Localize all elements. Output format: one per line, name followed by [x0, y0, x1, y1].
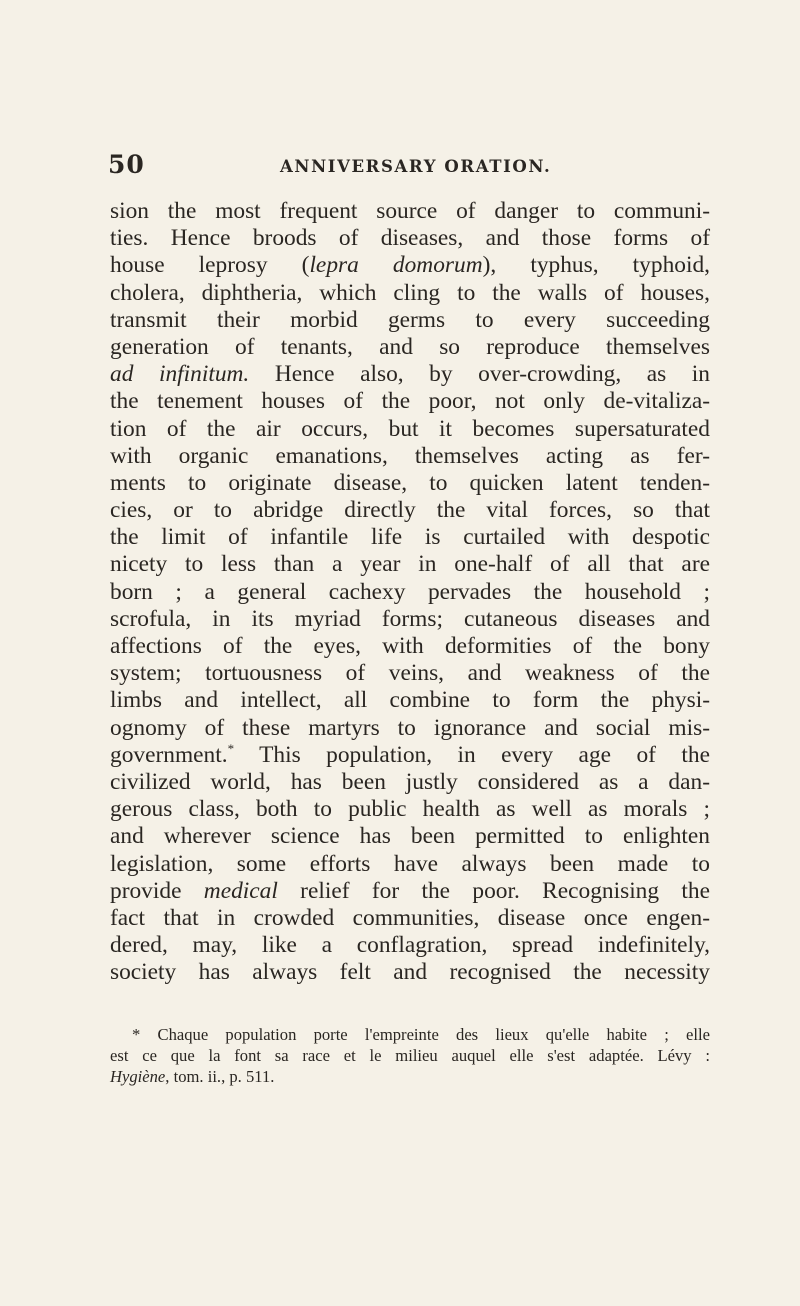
- text-run: cholera, diphtheria, which cling to the walls of houses,: [110, 279, 710, 306]
- text-run: fact that in crowded communities, disease once engen-: [110, 904, 710, 931]
- text-run: transmit their morbid germs to every succeeding: [110, 306, 710, 333]
- footnote-line: [110, 1045, 710, 1066]
- text-run: born ; a general cachexy pervades the household ;: [110, 578, 710, 605]
- text-line: [110, 579, 710, 606]
- text-line: [110, 497, 710, 524]
- footnote-text: * Chaque population porte l'empreinte des lieux qu'elle habite ; elle: [132, 1025, 710, 1044]
- text-line: [110, 307, 710, 334]
- text-line: [110, 551, 710, 578]
- text-run: with organic emanations, themselves acting as fer-: [110, 442, 710, 469]
- text-run: and wherever science has been permitted to enlighten: [110, 823, 710, 850]
- body-text: [110, 198, 710, 986]
- text-line: [110, 878, 710, 905]
- text-run: gerous class, both to public health as well as morals ;: [110, 796, 710, 823]
- text-run: This population, in every age of the: [234, 741, 710, 768]
- text-run: legislation, some efforts have always been made to: [110, 850, 710, 877]
- text-run: dered, may, like a conflagration, spread indefinitely,: [110, 932, 710, 959]
- text-line: [110, 660, 710, 687]
- text-line: [110, 823, 710, 850]
- footnote: [110, 1024, 710, 1087]
- text-run: cies, or to abridge directly the vital forces, so that: [110, 497, 710, 524]
- text-line: [110, 252, 710, 279]
- text-line: [110, 769, 710, 796]
- text-line: [110, 851, 710, 878]
- footnote-line: [110, 1024, 710, 1045]
- text-run: tion of the air occurs, but it becomes supersaturated: [110, 415, 710, 442]
- text-line: [110, 470, 710, 497]
- italic-phrase: ad infinitum.: [110, 361, 250, 388]
- footnote-line: [110, 1066, 710, 1087]
- text-run: ties. Hence broods of diseases, and those forms of: [110, 225, 710, 252]
- text-line: [110, 524, 710, 551]
- text-run: scrofula, in its myriad forms; cutaneous diseases and: [110, 605, 710, 632]
- text-run: nicety to less than a year in one-half of all that are: [110, 551, 710, 578]
- footnote-marker: *: [227, 740, 235, 756]
- text-line: [110, 606, 710, 633]
- footnote-text: est ce que la font sa race et le milieu auquel elle s'est adaptée. Lévy :: [110, 1046, 710, 1065]
- text-line: [110, 361, 710, 388]
- text-line: [110, 280, 710, 307]
- text-line: [110, 443, 710, 470]
- text-run: the tenement houses of the poor, not only de-vitaliza-: [110, 388, 710, 415]
- text-run: affections of the eyes, with deformities of the bony: [110, 633, 710, 659]
- text-run: relief for the poor. Recognising the: [277, 877, 710, 904]
- footnote-italic: Hygiène: [110, 1067, 166, 1086]
- text-line: [110, 388, 710, 415]
- page-number: 50: [108, 150, 145, 179]
- text-line: [110, 198, 710, 225]
- text-line: [110, 905, 710, 932]
- text-run: the limit of infantile life is curtailed with despotic: [110, 524, 710, 551]
- text-run: society has always felt and recognised the necessity: [110, 959, 710, 986]
- text-line: [110, 742, 710, 769]
- italic-phrase: lepra domorum: [309, 252, 483, 279]
- text-run: generation of tenants, and so reproduce themselves: [110, 333, 710, 360]
- text-line: [110, 959, 710, 986]
- text-run: ), typhus, typhoid,: [482, 252, 710, 279]
- text-line: [110, 416, 710, 443]
- text-run: sion the most frequent source of danger to communi-: [110, 198, 710, 224]
- text-run: ments to originate disease, to quicken latent tenden-: [110, 469, 710, 496]
- running-title: ANNIVERSARY ORATION.: [280, 157, 552, 176]
- text-line: [110, 225, 710, 252]
- text-run: house leprosy (: [110, 252, 310, 279]
- italic-phrase: medical: [203, 877, 278, 904]
- text-line: [110, 932, 710, 959]
- text-run: Hence also, by over-crowding, as in: [249, 361, 710, 388]
- text-run: ognomy of these martyrs to ignorance and social mis-: [110, 714, 710, 741]
- text-line: [110, 796, 710, 823]
- text-run: civilized world, has been justly considered as a dan-: [110, 768, 710, 795]
- running-head: [108, 150, 708, 180]
- footnote-text: , tom. ii., p. 511.: [165, 1067, 275, 1086]
- text-run: limbs and intellect, all combine to form the physi-: [110, 687, 710, 714]
- text-line: [110, 687, 710, 714]
- text-line: [110, 715, 710, 742]
- text-run: government.: [110, 741, 228, 768]
- text-line: [110, 334, 710, 361]
- text-run: provide: [110, 877, 204, 904]
- text-line: [110, 633, 710, 660]
- text-run: system; tortuousness of veins, and weakness of the: [110, 660, 710, 687]
